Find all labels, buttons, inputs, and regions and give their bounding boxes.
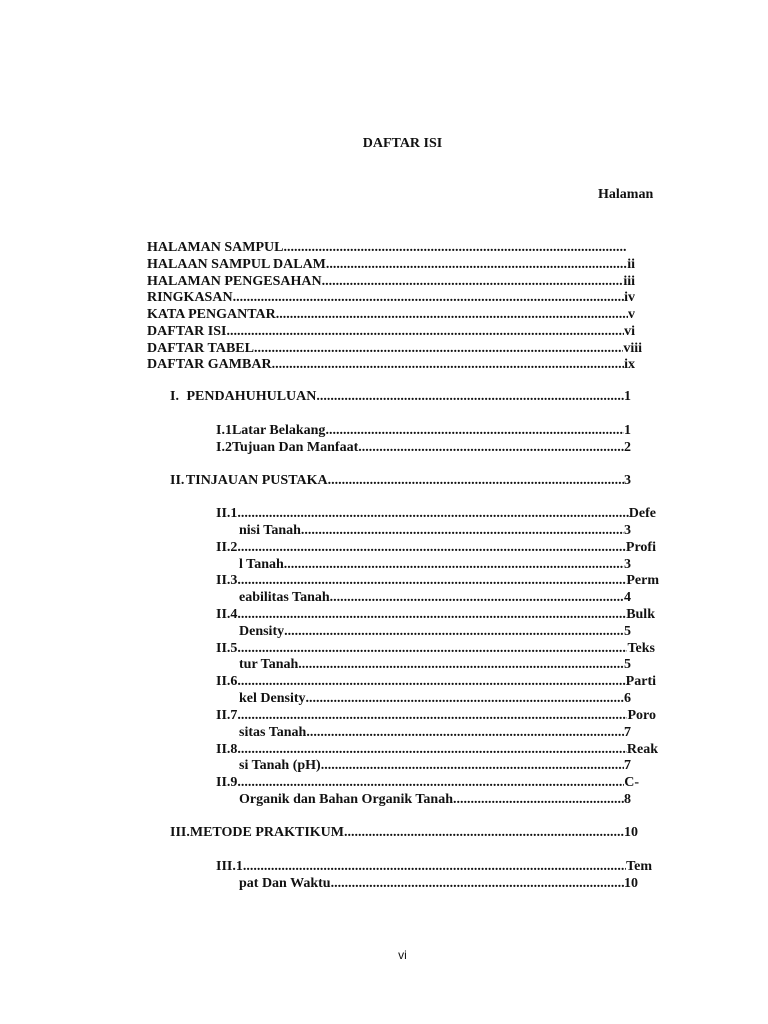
subentry-page: 6 [624, 691, 631, 706]
subentry-title-rest: kel Density [239, 691, 306, 706]
toc-subentry [216, 606, 655, 623]
toc-subentry [216, 572, 659, 589]
toc-subentry [216, 741, 658, 758]
toc-entry-text: KATA PENGANTAR [147, 307, 276, 322]
toc-entry-page: vi [624, 324, 635, 339]
chapter-heading [170, 472, 631, 489]
subentry-number: II.6 [216, 674, 238, 689]
toc-subentry [216, 858, 652, 875]
dot-leader [298, 656, 624, 673]
subentry-page: 4 [624, 590, 631, 605]
chapter-number: II. [170, 473, 185, 488]
dot-leader [306, 724, 624, 741]
toc-entry [147, 289, 635, 306]
chapter-title: PENDAHUHULUAN [186, 389, 317, 404]
toc-entry [147, 273, 635, 290]
toc-entry-text: DAFTAR GAMBAR [147, 357, 272, 372]
subentry-page: 3 [624, 557, 631, 572]
subentry-title-start: Parti [625, 674, 656, 689]
toc-subentry-continuation [239, 757, 631, 774]
dot-leader [226, 323, 624, 340]
subentry-title-rest: Density [239, 624, 285, 639]
chapter-number: III. [170, 825, 190, 840]
toc-subentry [216, 422, 631, 439]
dot-leader [272, 356, 625, 373]
subentry-title-rest: eabilitas Tanah [239, 590, 330, 605]
dot-leader [243, 858, 626, 875]
chapter-number: I. [170, 389, 179, 404]
toc-entry-page: iv [624, 290, 635, 305]
dot-leader [325, 422, 624, 439]
dot-leader [237, 774, 624, 791]
toc-entry [147, 356, 635, 373]
dot-leader [276, 306, 628, 323]
toc-subentry-continuation [239, 791, 631, 808]
toc-entry-page: v [628, 307, 635, 322]
dot-leader [284, 239, 628, 256]
subentry-title-rest: nisi Tanah [239, 523, 301, 538]
dot-leader [301, 522, 624, 539]
subentry-title-start: Poro [627, 708, 656, 723]
subentry-title-start: Defe [628, 506, 656, 521]
dot-leader [237, 606, 626, 623]
subentry-title-rest: si Tanah (pH) [239, 758, 321, 773]
subentry-title-rest: tur Tanah [239, 657, 299, 672]
toc-subentry [216, 707, 656, 724]
page-title: DAFTAR ISI [362, 136, 443, 151]
toc-entry-text: RINGKASAN [147, 290, 233, 305]
subentry-page: 7 [624, 725, 631, 740]
toc-entry [147, 239, 627, 256]
dot-leader [237, 539, 626, 556]
subentry-title: Latar Belakang [231, 423, 326, 438]
subentry-title-start: Reak [626, 742, 658, 757]
toc-subentry [216, 774, 639, 791]
dot-leader [237, 505, 628, 522]
chapter-heading [170, 388, 631, 405]
chapter-page: 3 [624, 473, 631, 488]
toc-subentry [216, 673, 656, 690]
chapter-title: METODE PRAKTIKUM [189, 825, 344, 840]
dot-leader [344, 824, 624, 841]
subentry-page: 8 [624, 792, 631, 807]
subentry-page: 5 [624, 657, 631, 672]
toc-subentry-continuation [239, 623, 631, 640]
toc-entry [147, 256, 635, 273]
toc-subentry [216, 539, 656, 556]
toc-entry-page: viii [623, 341, 642, 356]
toc-entry-text: HALAMAN SAMPUL [147, 240, 284, 255]
chapter-title: TINJAUAN PUSTAKA [185, 473, 328, 488]
toc-subentry-continuation [239, 875, 638, 892]
subentry-page: 10 [624, 876, 638, 891]
toc-subentry-continuation [239, 724, 631, 741]
subentry-page: 5 [624, 624, 631, 639]
chapter-page: 1 [624, 389, 631, 404]
toc-subentry-continuation [239, 589, 631, 606]
dot-leader [321, 757, 624, 774]
subentry-number: II.2 [216, 540, 238, 555]
toc-subentry-continuation [239, 522, 631, 539]
subentry-number: I.2 [216, 440, 232, 455]
toc-subentry-continuation [239, 690, 631, 707]
subentry-number: II.4 [216, 607, 238, 622]
dot-leader [254, 340, 623, 357]
subentry-title-rest: sitas Tanah [239, 725, 307, 740]
subentry-number: II.3 [216, 573, 238, 588]
dot-leader [453, 791, 624, 808]
subentry-title-start: Bulk [626, 607, 655, 622]
dot-leader [237, 673, 625, 690]
subentry-title-rest: l Tanah [239, 557, 284, 572]
toc-entry [147, 340, 642, 357]
toc-entry-text: HALAAN SAMPUL DALAM [147, 257, 326, 272]
dot-leader [328, 472, 624, 489]
subentry-number: II.9 [216, 775, 238, 790]
toc-subentry [216, 640, 655, 657]
subentry-title-rest: pat Dan Waktu [239, 876, 331, 891]
subentry-page: 2 [624, 440, 631, 455]
toc-entry-page: ix [624, 357, 635, 372]
subentry-title-rest: Organik dan Bahan Organik Tanah [239, 792, 453, 807]
toc-entry-page: ii [627, 257, 635, 272]
dot-leader [237, 640, 627, 657]
dot-leader [237, 572, 626, 589]
toc-entry-page: iii [623, 274, 635, 289]
subentry-title-start: C- [624, 775, 639, 790]
subentry-number: II.8 [216, 742, 238, 757]
toc-subentry [216, 505, 656, 522]
chapter-page: 10 [624, 825, 638, 840]
subentry-page: 1 [624, 423, 631, 438]
subentry-title-start: Profi [625, 540, 656, 555]
subentry-page: 7 [624, 758, 631, 773]
toc-entry [147, 306, 635, 323]
dot-leader [331, 875, 624, 892]
toc-subentry-continuation [239, 556, 631, 573]
page-number: vi [398, 948, 407, 962]
toc-subentry-continuation [239, 656, 631, 673]
dot-leader [237, 741, 626, 758]
subentry-page: 3 [624, 523, 631, 538]
dot-leader [306, 690, 625, 707]
subentry-number: II.1 [216, 506, 238, 521]
subentry-number: II.7 [216, 708, 238, 723]
dot-leader [233, 289, 625, 306]
subentry-title: Tujuan Dan Manfaat [231, 440, 359, 455]
dot-leader [358, 439, 624, 456]
toc-entry-text: HALAMAN PENGESAHAN [147, 274, 322, 289]
chapter-heading [170, 824, 638, 841]
toc-entry-text: DAFTAR TABEL [147, 341, 254, 356]
dot-leader [284, 556, 624, 573]
dot-leader [322, 273, 624, 290]
subentry-number: II.5 [216, 641, 238, 656]
dot-leader [237, 707, 627, 724]
toc-subentry [216, 439, 631, 456]
dot-leader [330, 589, 624, 606]
subentry-number: I.1 [216, 423, 232, 438]
subentry-number: III.1 [216, 859, 243, 874]
toc-entry [147, 323, 635, 340]
toc-entry-text: DAFTAR ISI [147, 324, 227, 339]
dot-leader [316, 388, 624, 405]
subentry-title-start: Tem [626, 859, 652, 874]
subentry-title-start: Perm [626, 573, 659, 588]
dot-leader [284, 623, 624, 640]
halaman-label: Halaman [598, 187, 654, 202]
dot-leader [326, 256, 627, 273]
subentry-title-start: Teks [627, 641, 655, 656]
